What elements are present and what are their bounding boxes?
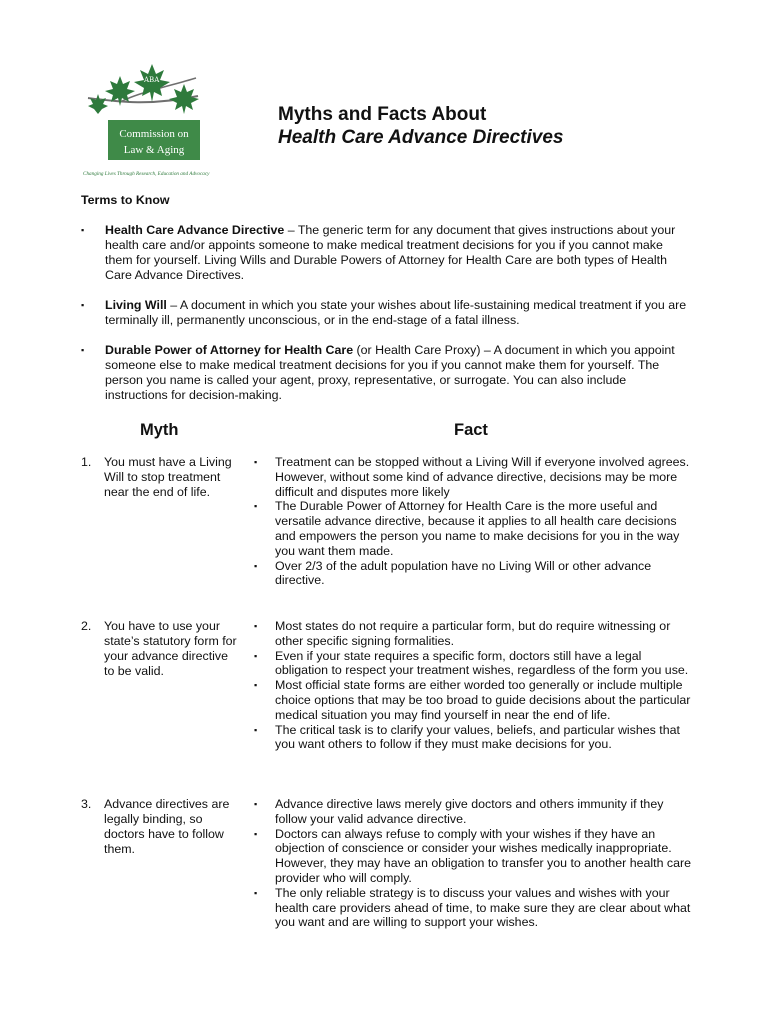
fact-text: Most official state forms are either worded too generally or include multiple choice options that may be too broad to guide decisions about the particular medical situation you may find yourself in near the end of life. — [275, 678, 691, 722]
fact-list — [252, 619, 692, 752]
title-line1: Myths and Facts About — [278, 104, 487, 125]
title-line2: Health Care Advance Directives — [278, 127, 564, 148]
bullet-icon: ▪ — [254, 680, 258, 691]
fact-text: Advance directive laws merely give doctors and others immunity if they follow your valid advance directive. — [275, 797, 664, 826]
logo-line1: Commission on — [119, 128, 189, 140]
fact-text: Over 2/3 of the adult population have no Living Will or other advance directive. — [275, 558, 652, 588]
term-name: Health Care Advance Directive — [105, 223, 285, 237]
term-item — [81, 223, 691, 283]
myth-text: Advance directives are legally binding, so doctors have to follow them. — [104, 797, 230, 856]
fact-item — [252, 499, 692, 558]
myth-column-heading: Myth — [140, 421, 179, 439]
bullet-icon: ▪ — [254, 501, 258, 512]
logo-aba-mark: ABA — [144, 76, 160, 84]
fact-text: Doctors can always refuse to comply with your wishes if they have an objection of conscience or consider your wishes medically inappropriate. However, they may have an obligation to transfer you to another health care provider who will comply. — [275, 826, 692, 885]
fact-item — [252, 649, 692, 679]
bullet-icon: ▪ — [254, 828, 258, 839]
fact-item — [252, 678, 692, 722]
logo-line2: Law & Aging — [123, 144, 185, 156]
terms-heading: Terms to Know — [81, 193, 170, 207]
document-title — [278, 103, 563, 149]
fact-list — [252, 797, 692, 930]
fact-item — [252, 827, 692, 886]
bullet-icon: ▪ — [254, 887, 258, 898]
fact-item — [252, 455, 692, 499]
term-definition: – A document in which you state your wishes about life-sustaining medical treatment if you are terminally ill, permanently unconscious, or in the end-stage of a fatal illness. — [105, 298, 687, 327]
bullet-icon: ▪ — [81, 300, 85, 310]
fact-text: The critical task is to clarify your values, beliefs, and particular wishes that you want others to follow if they must make decisions for you. — [275, 722, 680, 752]
term-item — [81, 298, 691, 328]
fact-item — [252, 619, 692, 649]
bullet-icon: ▪ — [254, 724, 258, 735]
bullet-icon: ▪ — [254, 621, 258, 631]
fact-column-heading: Fact — [454, 421, 488, 439]
fact-text: The only reliable strategy is to discuss your values and wishes with your health care providers ahead of time, to make sure they are clear about what you want and are willing to support your wishes. — [275, 885, 691, 930]
myth-cell — [81, 455, 241, 500]
term-name: Durable Power of Attorney for Health Care — [105, 343, 354, 357]
logo-tagline: Changing Lives Through Research, Education and Advocacy — [83, 171, 210, 177]
fact-item — [252, 723, 692, 753]
bullet-icon: ▪ — [81, 345, 85, 355]
fact-item — [252, 559, 692, 589]
term-name: Living Will — [105, 298, 167, 312]
myth-cell — [81, 797, 241, 857]
myth-number: 1. — [81, 455, 92, 469]
fact-text: Treatment can be stopped without a Living Will if everyone involved agrees. However, without some kind of advance directive, decisions may be more difficult and disputes more likely — [275, 455, 690, 499]
fact-item — [252, 797, 692, 827]
myth-number: 3. — [81, 797, 92, 811]
bullet-icon: ▪ — [254, 457, 258, 467]
myth-number: 2. — [81, 619, 92, 633]
term-item — [81, 343, 691, 403]
fact-text: Even if your state requires a specific form, doctors still have a legal obligation to respect your treatment wishes, regardless of the form you use. — [275, 648, 689, 678]
myth-cell — [81, 619, 241, 679]
terms-list — [81, 223, 691, 418]
myth-text: You have to use your state’s statutory form for your advance directive to be valid. — [104, 619, 237, 678]
term-definition: – The generic term for any document that gives instructions about your health care and/or appoints someone to make medical treatment decisions for you if you cannot make them for yourself. Living Wills and Durable Powers of Attorney for Health Care are both types of Health Care Advance Directives. — [105, 223, 676, 282]
aba-commission-logo — [80, 62, 230, 182]
fact-text: The Durable Power of Attorney for Health Care is the more useful and versatile advance directive, because it applies to all health care decisions and empowers the person you name to make decisions for you in the way you want them made. — [275, 499, 680, 558]
bullet-icon: ▪ — [254, 799, 258, 809]
term-definition: (or Health Care Proxy) – A document in which you appoint someone else to make medical treatment decisions for you if you cannot make them for yourself. The person you name is called your agent, proxy, representative, or surrogate. You can also include instructions for decision-making. — [105, 343, 675, 402]
fact-list — [252, 455, 692, 588]
myth-text: You must have a Living Will to stop treatment near the end of life. — [104, 455, 232, 499]
bullet-icon: ▪ — [254, 560, 258, 571]
bullet-icon: ▪ — [254, 650, 258, 661]
fact-item — [252, 886, 692, 930]
fact-text: Most states do not require a particular form, but do require witnessing or other specific signing formalities. — [275, 619, 671, 648]
bullet-icon: ▪ — [81, 225, 85, 235]
